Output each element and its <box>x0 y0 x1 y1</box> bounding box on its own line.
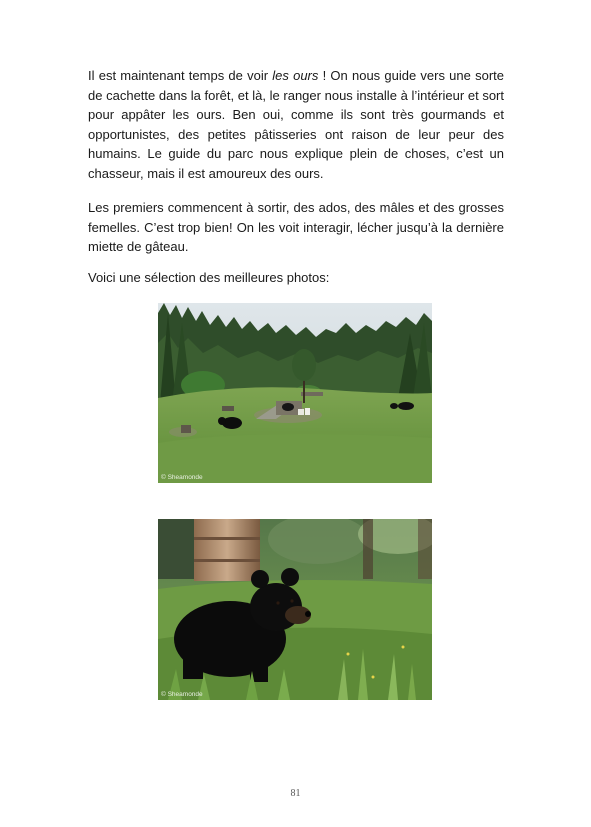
photo-credit: © Sheamonde <box>161 474 203 481</box>
paragraph-intro-emphasis: les ours <box>272 68 319 83</box>
page-number: 81 <box>290 788 301 799</box>
photo-credit: © Sheamonde <box>161 691 203 698</box>
paragraph-bears-arrive: Les premiers commencent à sortir, des ados, des mâles et des grosses femelles. C’est trop bien! On les voit interagir, lécher jusqu’à la dernière miette de gâteau. <box>88 200 504 254</box>
photo-black-bear-closeup <box>158 519 432 700</box>
paragraph-intro-rest: ! On nous guide vers une sorte de cachette dans la forêt, et là, le ranger nous installe à l’intérieur et sort pour appâter les ours. Ben oui, comme ils sont très gourmands et opportunistes, des petites pâtisseries ont raison de leur peur des humains. Le guide du parc nous explique plein de choses, c’est un chasseur, mais il est amoureux des ours. <box>88 68 504 181</box>
paragraph-intro-lead: Il est maintenant temps de voir <box>88 68 273 83</box>
photo-forest-clearing <box>158 303 432 483</box>
paragraph-intro <box>88 66 504 183</box>
black-bear-image <box>158 519 432 700</box>
paragraph-photo-intro: Voici une sélection des meilleures photos: <box>88 270 330 285</box>
forest-clearing-image <box>158 303 432 483</box>
